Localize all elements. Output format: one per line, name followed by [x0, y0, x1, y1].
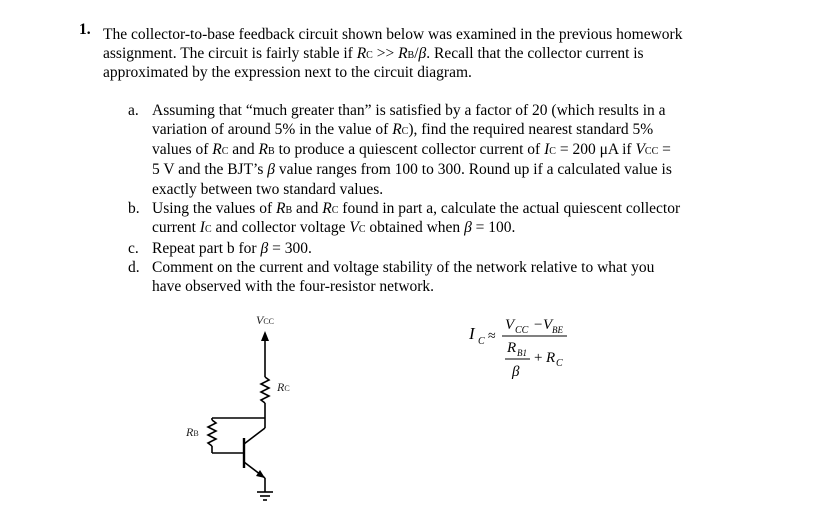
formula-minus: − — [534, 317, 543, 333]
formula-vbe: V — [543, 317, 553, 333]
text-segment: value ranges from 100 to 300. Round up if a calculated value is — [275, 161, 672, 178]
formula-rb1: R — [507, 340, 517, 356]
text-segment: V — [349, 219, 359, 236]
text-segment: CC — [644, 146, 659, 157]
text-segment: = 100. — [471, 219, 516, 236]
text-segment: R — [322, 200, 332, 217]
text-segment: Repeat part b for — [152, 240, 261, 257]
text-segment: β — [260, 240, 269, 257]
formula-plus: + — [534, 350, 543, 366]
formula-vcc: V — [505, 317, 515, 333]
formula-lhs-sub: C — [478, 336, 485, 347]
text-segment: C — [401, 126, 409, 137]
formula-rb1-sub: B1 — [517, 348, 527, 358]
text-segment: B — [285, 205, 293, 216]
text-segment: R — [275, 200, 286, 217]
formula-vcc-sub: CC — [515, 325, 529, 336]
text-segment: Assuming that “much greater than” is satisfied by a factor of 20 (which results in a — [152, 102, 666, 119]
part-label: c. — [128, 240, 139, 257]
text-segment: assignment. The circuit is fairly stable if — [103, 45, 357, 62]
text-segment: values of — [152, 141, 213, 158]
text-segment: C — [366, 50, 373, 61]
text-segment: I — [544, 141, 550, 158]
text-segment: I — [199, 219, 205, 236]
text-segment: and — [292, 200, 323, 217]
text-segment: β — [418, 45, 427, 62]
rc-label: RC — [277, 380, 290, 394]
text-segment: V — [635, 141, 645, 158]
text-segment: and — [228, 141, 259, 158]
text-segment: R — [356, 45, 367, 62]
text-segment: R — [392, 121, 402, 138]
formula-approx: ≈ — [488, 329, 496, 344]
question-number: 1. — [79, 21, 91, 38]
text-segment: ), find the required nearest standard 5% — [408, 121, 654, 138]
text-segment: C — [331, 205, 339, 216]
text-segment: = 200 μA if — [555, 141, 636, 158]
text-segment: = — [658, 141, 671, 158]
text-segment: R — [258, 141, 269, 158]
text-segment: C — [549, 146, 556, 157]
text-segment: = 300. — [268, 240, 312, 257]
text-segment: obtained when — [365, 219, 465, 236]
text-segment: β — [267, 161, 275, 178]
text-segment: B — [407, 50, 415, 61]
text-segment: R — [398, 45, 408, 62]
text-segment: Using the values of — [152, 200, 276, 217]
text-segment: to produce a quiescent collector current of — [274, 141, 545, 158]
formula-rc-sub: C — [556, 358, 563, 369]
vcc-label: VCC — [256, 313, 275, 327]
part-label: a. — [128, 102, 139, 119]
text-segment: C — [221, 146, 229, 157]
text-segment: found in part a, calculate the actual quiescent collector — [338, 200, 681, 217]
text-segment: B — [268, 146, 275, 157]
text-segment: have observed with the four-resistor network. — [152, 278, 435, 295]
text-segment: β — [464, 219, 472, 236]
text-segment: 5 V and the BJT’s — [152, 161, 268, 178]
text-segment: . Recall that the collector current is — [426, 45, 644, 62]
text-segment: approximated by the expression next to the circuit diagram. — [103, 64, 472, 81]
text-segment: The collector-to-base feedback circuit shown below was examined in the previous homework — [103, 26, 683, 43]
formula-rc: R — [546, 350, 556, 366]
formula-beta: β — [512, 364, 520, 380]
part-label: b. — [128, 200, 140, 217]
text-segment: current — [152, 219, 200, 236]
text-segment: and collector voltage — [211, 219, 350, 236]
text-segment: / — [414, 45, 419, 62]
part-label: d. — [128, 259, 140, 276]
text-segment: variation of around 5% in the value of — [152, 121, 393, 138]
text-segment: R — [212, 141, 222, 158]
text-segment: exactly between two standard values. — [152, 181, 384, 198]
rb-label: RB — [186, 425, 199, 439]
formula-lhs: I — [469, 324, 475, 343]
text-segment: >> — [372, 45, 399, 62]
formula-vbe-sub: BE — [552, 325, 563, 335]
text-segment: C — [204, 224, 212, 235]
text-segment: Comment on the current and voltage stability of the network relative to what you — [152, 259, 655, 276]
text-segment: C — [358, 224, 366, 235]
